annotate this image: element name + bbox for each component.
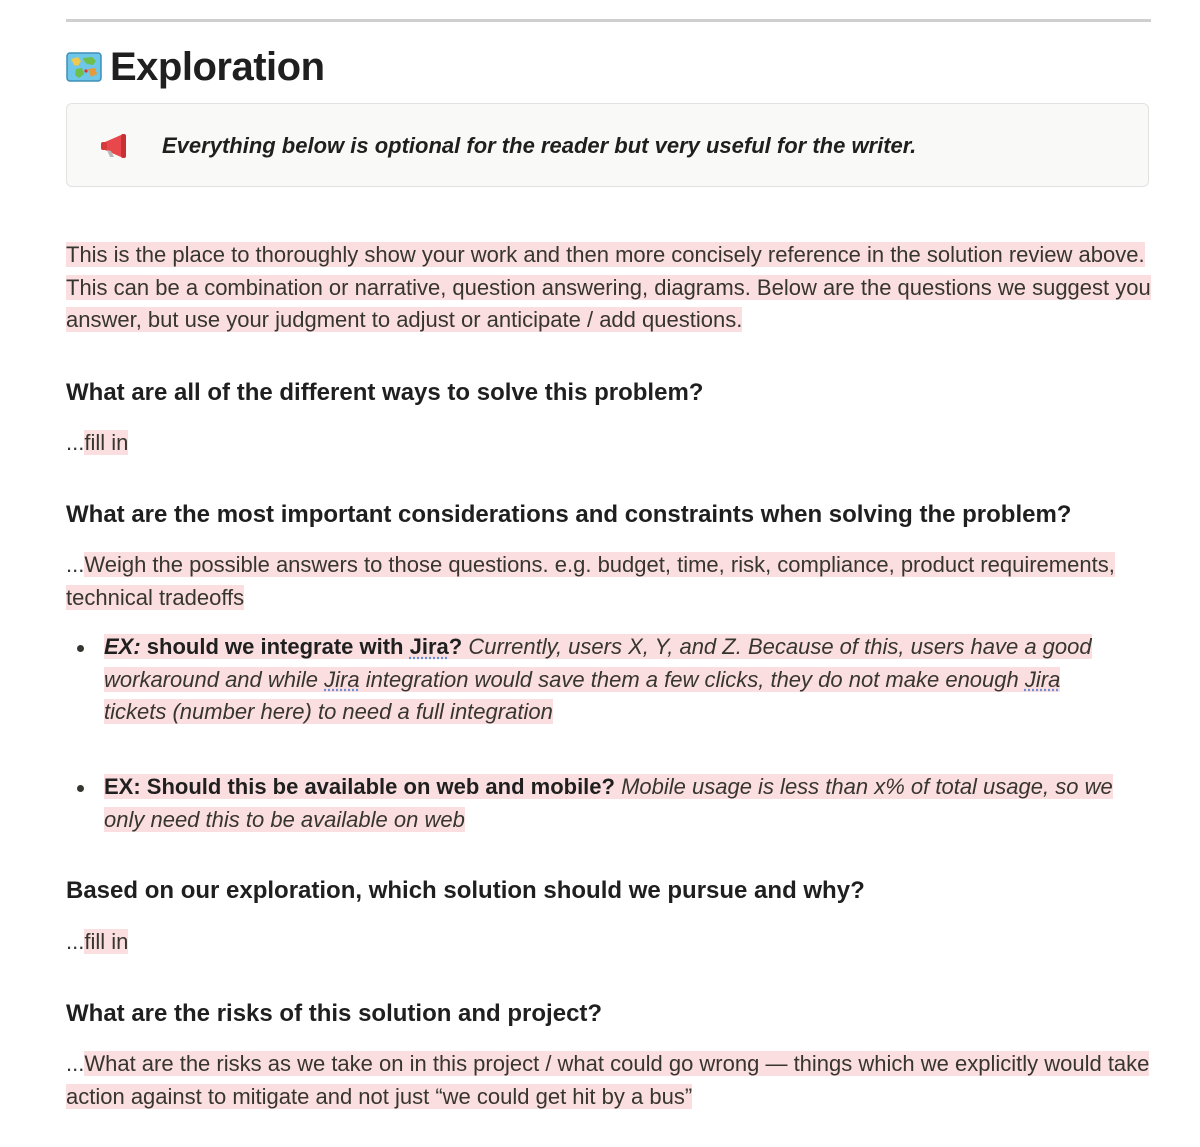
jira-term: Jira (1024, 666, 1061, 692)
example-question: EX: Should this be available on web and mobile? (104, 774, 615, 799)
page-title: Exploration (110, 44, 325, 89)
intro-text: This is the place to thoroughly show your work and then more concisely reference in the solution review above. This can be a combination or narrative, question answering, diagrams. Below are the questions we suggest you answer, but use your judgment to adjust or anticipate / add questions. (66, 242, 1151, 332)
section-heading: What are the risks of this solution and project? (66, 1000, 603, 1027)
jira-term: Jira (324, 666, 360, 692)
ellipsis-prefix: ... (66, 430, 85, 455)
considerations-text: Weigh the possible answers to those questions. e.g. budget, time, risk, compliance, product requirements, technical tradeoffs (66, 552, 1115, 610)
section-body (66, 549, 1156, 614)
section-heading: Based on our exploration, which solution should we pursue and why? (66, 877, 865, 904)
ellipsis-prefix: ... (66, 1051, 85, 1076)
title-row (66, 42, 325, 92)
section-body (66, 427, 128, 460)
list-item-text (104, 771, 1114, 836)
megaphone-icon (99, 132, 133, 160)
example-answer: Mobile usage is less than x% of total usage, so we only need this to be available on web (104, 774, 1113, 832)
callout-text: Everything below is optional for the reader but very useful for the writer. (162, 133, 917, 158)
list-item-text: EX: should we integrate with Jira? Currently, users X, Y, and Z. Because of this, users have a good workaround and while Jira integration would save them a few clicks, they do not make enough Jira tickets (number here) to need a full integration (104, 634, 1092, 724)
section-body (66, 1048, 1156, 1113)
bullet-dot (77, 645, 84, 652)
bullet-dot (77, 785, 84, 792)
ellipsis-prefix: ... (66, 552, 85, 577)
divider (66, 19, 1151, 22)
ellipsis-prefix: ... (66, 929, 85, 954)
intro-paragraph (66, 239, 1151, 337)
section-body (66, 926, 128, 959)
example-label: EX: (104, 634, 141, 659)
jira-term: Jira (409, 634, 449, 659)
section-heading: What are the most important considerations and constraints when solving the problem? (66, 501, 1072, 528)
callout (66, 103, 1149, 187)
fill-in-text: fill in (84, 929, 129, 954)
world-map-icon (66, 51, 102, 83)
risks-text: What are the risks as we take on in this project / what could go wrong — things which we explicitly would take action against to mitigate and not just “we could get hit by a bus” (66, 1051, 1150, 1109)
section-heading: What are all of the different ways to solve this problem? (66, 379, 704, 406)
fill-in-text: fill in (84, 430, 129, 455)
